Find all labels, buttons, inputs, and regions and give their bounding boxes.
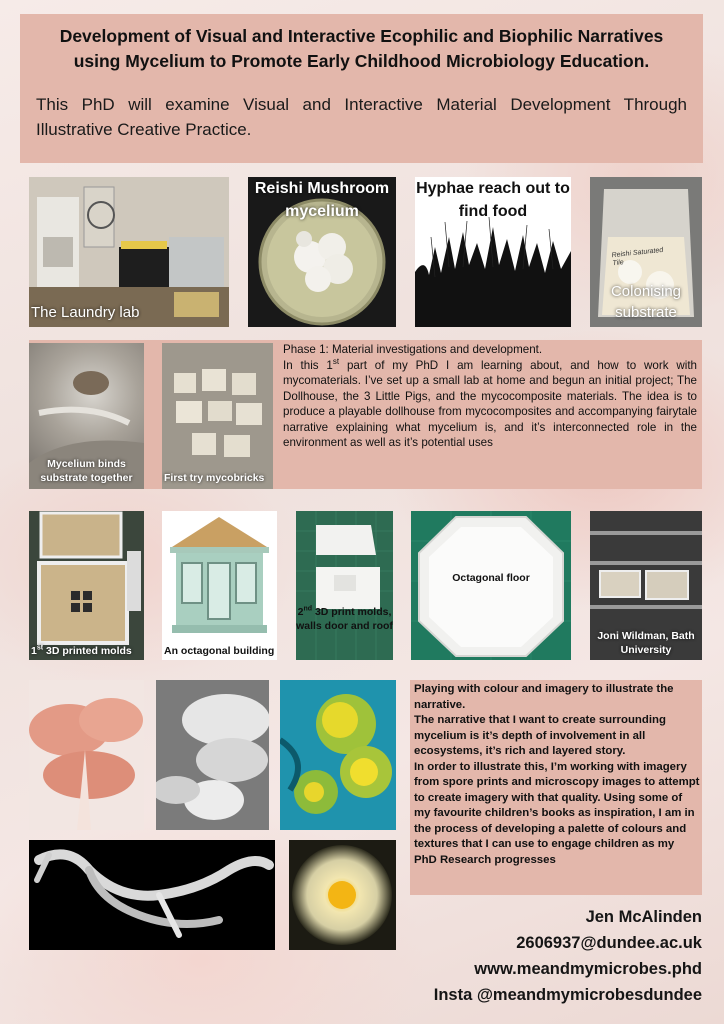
mycelium-binds-photo [29, 343, 144, 489]
phase1-body [283, 358, 697, 451]
colour-heading: Playing with colour and imagery to illustrate the narrative. [414, 683, 674, 711]
poster-subtitle: This PhD will examine Visual and Interactive Material Development Through Illustrative Creative Practice. [36, 95, 687, 139]
colour-paragraph-1: The narrative that I want to create surrounding mycelium is it’s depth of involvement in all ecosystems, it’s rich and layered story. [414, 714, 666, 757]
second-molds-drawing [296, 511, 393, 660]
laundry-lab-photo [29, 177, 229, 327]
colour-text [414, 682, 700, 868]
laundry-lab-caption: The Laundry lab [31, 304, 140, 321]
first-molds-caption [31, 644, 132, 658]
contact-email[interactable]: 2606937@dundee.ac.uk [516, 934, 702, 952]
mycobricks-photo [162, 343, 273, 489]
colour-paragraph-2: In order to illustrate this, I’m working with imagery from spore prints and microscopy images to attempt to create imagery with that quality. Using some of my favourite children’s books as inspiration, I am in the process of developing a palette of colours and textures that I can use to engage children as my PhD Research progresses [414, 760, 700, 866]
mycelium-3d-render-photo [29, 840, 275, 950]
colourful-illustration-photo [280, 680, 396, 830]
colourful-illustration-drawing [280, 680, 396, 830]
first-molds-drawing [29, 511, 144, 660]
second-molds-rest: 3D print molds, walls door and roof [296, 606, 393, 632]
reishi-caption: Reishi Mushroom mycelium [254, 180, 390, 220]
phase1-body-rest: part of my PhD I am learning about, and how to work with mycomaterials. I’ve set up a small lab at home and begun an initial project; The Dollhouse, the 3 Little Pigs, and the mycocomposite materials. The idea is to produce a playable dollhouse from mycocomposites and accompanying fairytale narrative explaining what mycelium is, and it’s interconnected role in the environment as well as it’s potential uses [283, 358, 697, 449]
oyster-mushroom-drawing [29, 680, 144, 830]
contact-website[interactable]: www.meandmymicrobes.phd [474, 960, 702, 978]
octagonal-floor-photo [411, 511, 571, 660]
octagonal-floor-caption: Octagonal floor [452, 572, 530, 584]
phase1-text [283, 342, 697, 451]
first-molds-rest: 3D printed molds [43, 645, 132, 657]
first-molds-photo [29, 511, 144, 660]
phase1-heading: Phase 1: Material investigations and development. [283, 343, 543, 356]
second-molds-photo [296, 511, 393, 660]
grow-bag-label: Reishi Saturated Tile [611, 246, 664, 268]
phase1-body-start: In this 1 [283, 358, 333, 372]
spore-print-drawing [156, 680, 269, 830]
octagonal-building-caption: An octagonal building [164, 645, 275, 657]
mycobricks-caption: First try mycobricks [164, 472, 265, 484]
second-molds-sup: nd [303, 605, 313, 613]
second-molds-caption [296, 605, 393, 633]
colonising-bag-photo [590, 177, 702, 327]
mycobricks-drawing [162, 343, 273, 489]
poster-title: Development of Visual and Interactive Ecophilic and Biophilic Narratives using Mycelium to Promote Early Childhood Microbiology Education. [59, 26, 664, 71]
contact-block [282, 904, 702, 1008]
hyphae-caption: Hyphae reach out to find food [416, 180, 570, 220]
second-molds-num: 2 [297, 606, 304, 618]
title-panel [20, 14, 703, 163]
joni-caption: Joni Wildman, Bath University [597, 630, 695, 656]
octagonal-building-photo [162, 511, 277, 660]
first-molds-num: 1 [31, 645, 37, 657]
mycelium-3d-render-drawing [29, 840, 275, 950]
spore-print-photo [156, 680, 269, 830]
oyster-mushroom-photo [29, 680, 144, 830]
colonising-caption: Colonising substrate [610, 283, 682, 321]
contact-name: Jen McAlinden [585, 908, 702, 926]
contact-insta[interactable]: Insta @meandmymicrobesdundee [433, 986, 702, 1004]
first-molds-sup: st [36, 644, 44, 652]
joni-photo [590, 511, 702, 660]
binds-caption: Mycelium binds substrate together [40, 458, 133, 484]
phase1-body-sup: st [332, 356, 340, 366]
octagonal-floor-drawing [411, 511, 571, 660]
reishi-petri-photo [248, 177, 396, 327]
hyphae-photo [415, 177, 571, 327]
octagonal-building-drawing [162, 511, 277, 660]
